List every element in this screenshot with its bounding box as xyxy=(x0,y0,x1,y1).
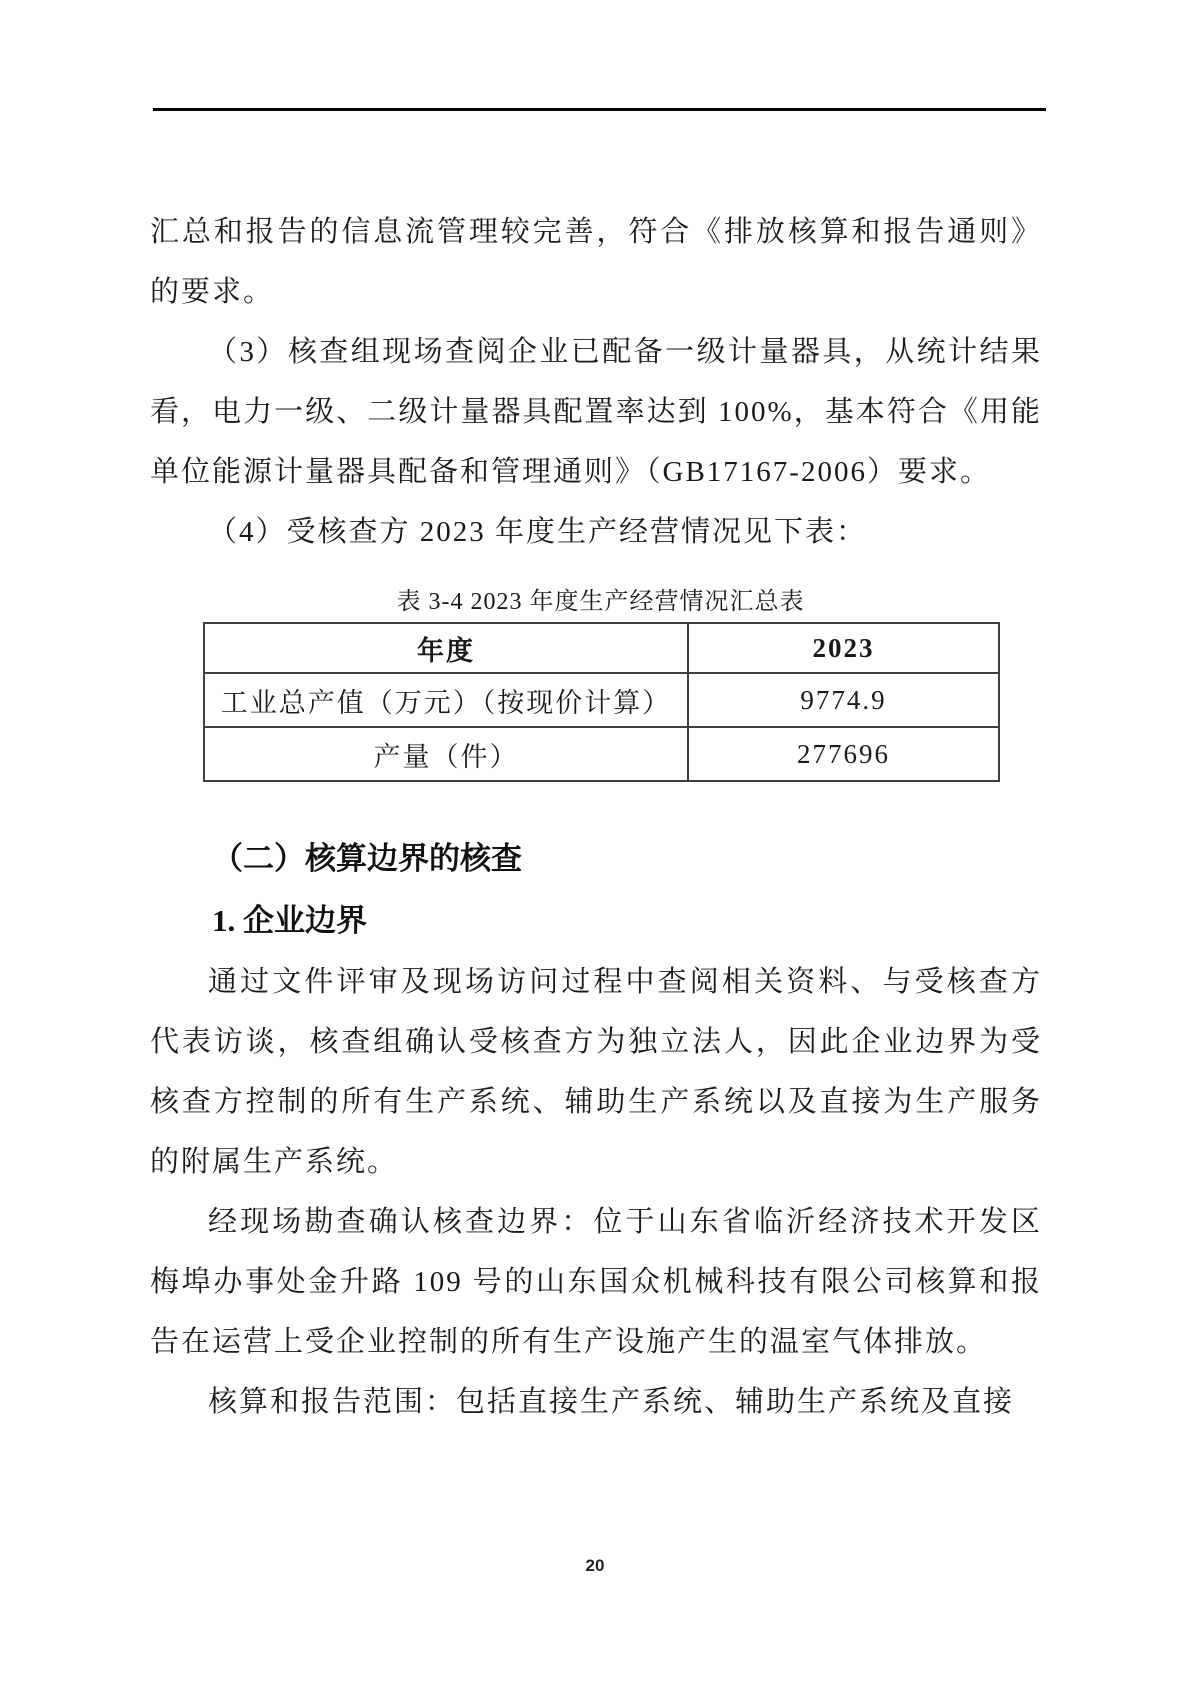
table-caption: 表 3-4 2023 年度生产经营情况汇总表 xyxy=(396,589,805,615)
paragraph-site-survey: 经现场勘查确认核查边界：位于山东省临沂经济技术开发区梅埠办事处金升路 109 号的山东国众机械科技有限公司核算和报告在运营上受企业控制的所有生产设施产生的温室气体排放。 xyxy=(150,1206,1042,1358)
paragraph-reporting-scope: 核算和报告范围：包括直接生产系统、辅助生产系统及直接 xyxy=(208,1386,1015,1418)
table-cell-value: 277696 xyxy=(688,727,999,781)
production-summary-table xyxy=(203,622,1000,782)
table-header-row xyxy=(204,623,999,673)
paragraph-continuation: 汇总和报告的信息流管理较完善，符合《排放核算和报告通则》的要求。 xyxy=(150,216,1042,308)
paragraph-enterprise-boundary: 通过文件评审及现场访问过程中查阅相关资料、与受核查方代表访谈，核查组确认受核查方为独立法人，因此企业边界为受核查方控制的所有生产系统、辅助生产系统以及直接为生产服务的附属生产系统。 xyxy=(150,966,1042,1178)
table-header-metric: 年度 xyxy=(204,623,688,673)
paragraph-item-4: （4）受核查方 2023 年度生产经营情况见下表： xyxy=(208,516,868,548)
paragraph-item-3: （3）核查组现场查阅企业已配备一级计量器具，从统计结果看，电力一级、二级计量器具配置率达到 100%，基本符合《用能单位能源计量器具配备和管理通则》（GB17167-2006）要求。 xyxy=(150,336,1042,488)
table-cell-metric: 产量（件） xyxy=(204,727,688,781)
table-header-year: 2023 xyxy=(688,623,999,673)
table-row xyxy=(204,673,999,727)
page-content xyxy=(150,0,1042,1432)
section-heading-2: （二）核算边界的核查 xyxy=(212,841,522,876)
page-number: 20 xyxy=(585,1556,605,1575)
subsection-heading-1: 1. 企业边界 xyxy=(212,903,367,938)
table-cell-value: 9774.9 xyxy=(688,673,999,727)
table-cell-metric: 工业总产值（万元）（按现价计算） xyxy=(204,673,688,727)
table-row xyxy=(204,727,999,781)
